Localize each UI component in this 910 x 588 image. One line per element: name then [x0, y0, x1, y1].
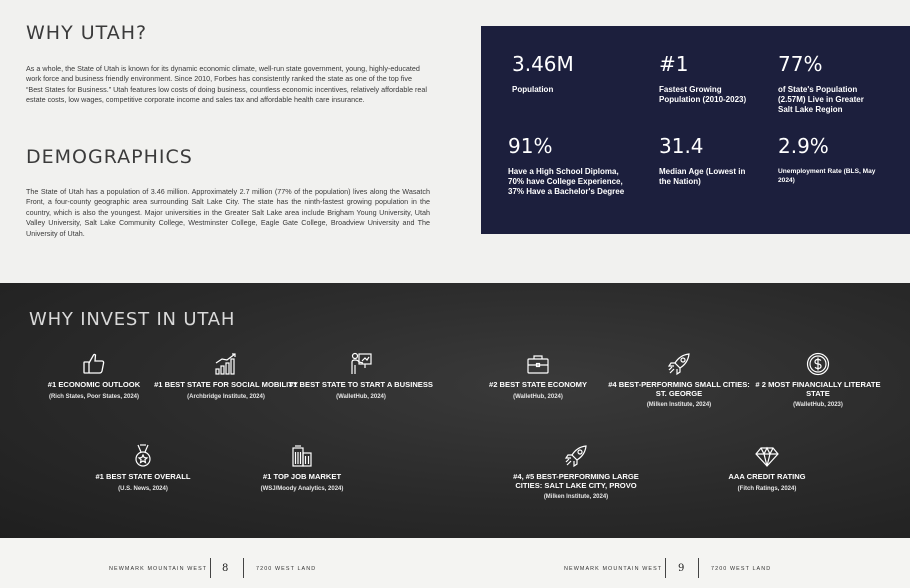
award-start-business: [286, 351, 436, 401]
stat-population: [512, 52, 622, 95]
award-title: #1 BEST STATE TO START A BUSINESS: [288, 380, 434, 389]
stat-region: [778, 52, 874, 115]
building-icon: [289, 443, 315, 469]
dollar-coin-icon: [805, 351, 831, 377]
award-title: #1 TOP JOB MARKET: [262, 472, 342, 481]
award-state-economy: [463, 351, 613, 401]
award-source: (Rich States, Poor States, 2024): [48, 393, 140, 400]
stat-value: 3.46M: [512, 52, 574, 76]
stat-label: Population: [512, 85, 554, 94]
award-social-mobility: [151, 351, 301, 401]
footer-page-number-right: 9: [678, 563, 685, 574]
why-invest-section: [0, 283, 910, 538]
stat-label: of State's Population (2.57M) Live in Greater Salt Lake Region: [778, 85, 864, 114]
stat-value: 2.9%: [778, 134, 829, 158]
footer-divider: [665, 558, 666, 578]
award-title: #1 BEST STATE OVERALL: [95, 472, 191, 481]
footer-project-left: 7200 WEST LAND: [256, 566, 317, 572]
award-economic-outlook: [19, 351, 169, 401]
award-source: (WalletHub, 2023): [793, 402, 843, 409]
diamond-icon: [754, 443, 780, 469]
rocket-icon: [666, 351, 692, 377]
footer-brand-left: NEWMARK MOUNTAIN WEST: [109, 566, 208, 572]
award-credit-rating: [692, 443, 842, 493]
stat-label: Unemployment Rate (BLS, May 2024): [778, 168, 876, 184]
stat-value: 31.4: [659, 134, 704, 158]
stat-label: Fastest Growing Population (2010-2023): [659, 85, 747, 104]
rocket-icon: [563, 443, 589, 469]
award-title: #4, #5 BEST-PERFORMING LARGE CITIES: SALT LAKE CITY, PROVO: [513, 472, 639, 490]
demographics-heading: DEMOGRAPHICS: [26, 146, 193, 168]
footer-divider: [698, 558, 699, 578]
stat-education: [508, 134, 630, 197]
briefcase-icon: [525, 351, 551, 377]
stat-label: Median Age (Lowest in the Nation): [659, 167, 746, 186]
award-top-job-market: [227, 443, 377, 493]
stat-median-age: [659, 134, 747, 187]
award-title: #1 BEST STATE FOR SOCIAL MOBILITY: [154, 380, 298, 389]
award-title: AAA CREDIT RATING: [728, 472, 806, 481]
award-financially-literate: [743, 351, 893, 409]
footer-divider: [243, 558, 244, 578]
footer-project-right: 7200 WEST LAND: [711, 566, 772, 572]
award-source: (WSJ/Moody Analytics, 2024): [260, 485, 344, 492]
award-source: (U.S. News, 2024): [118, 485, 168, 492]
thumbs-up-icon: [81, 351, 107, 377]
award-source: (Archbridge Institute, 2024): [187, 393, 265, 400]
award-best-state-overall: [68, 443, 218, 493]
award-source: (Milken Institute, 2024): [646, 402, 712, 409]
footer-brand-right: NEWMARK MOUNTAIN WEST: [564, 566, 663, 572]
stat-unemployment: [778, 134, 878, 185]
stat-value: 91%: [508, 134, 553, 158]
award-title: # 2 MOST FINANCIALLY LITERATE STATE: [755, 380, 881, 398]
award-source: (Milken Institute, 2024): [543, 494, 609, 501]
award-source: (WalletHub, 2024): [513, 393, 563, 400]
stat-value: #1: [659, 52, 689, 76]
award-large-cities: [501, 443, 651, 501]
why-utah-paragraph: As a whole, the State of Utah is known for its dynamic economic climate, well-run state government, young, highly-educated work force and business friendly environment. Since 2010, Forbes has consistently ranked the state as one of the top five “Best States for Business.” Utah features low costs of doing business, countless economic incentives, relatively affordable real estate costs, low wages, competitive corporate income and sales tax and affordable health care insurance.: [26, 64, 427, 105]
why-utah-heading: WHY UTAH?: [26, 22, 148, 44]
stat-value: 77%: [778, 52, 823, 76]
stat-growth: [659, 52, 749, 105]
demographics-paragraph: The State of Utah has a population of 3.46 million. Approximately 2.7 million (77% of the population) lives along the Wasatch Front, a four-county geographic area surrounding Salt Lake City. The state has the ninth-fastest growing population in the country, which is also the youngest. Major universities in the Greater Salt Lake area include Brigham Young University, Utah Valley University, Salt Lake Community College, Westminster College, Eagle Gate College, Broadview University and The University of Utah.: [26, 187, 430, 238]
stats-panel: [481, 26, 910, 234]
page-footer: [0, 538, 910, 588]
bar-chart-icon: [213, 351, 239, 377]
presenter-icon: [348, 351, 374, 377]
footer-page-number-left: 8: [222, 563, 229, 574]
why-invest-heading: WHY INVEST IN UTAH: [29, 309, 236, 330]
award-small-cities: [604, 351, 754, 409]
award-title: #2 BEST STATE ECONOMY: [488, 380, 588, 389]
medal-icon: [130, 443, 156, 469]
stat-label: Have a High School Diploma, 70% have College Experience, 37% Have a Bachelor's Degree: [508, 167, 625, 196]
award-title: #4 BEST-PERFORMING SMALL CITIES: ST. GEORGE: [608, 380, 750, 398]
footer-divider: [210, 558, 211, 578]
award-source: (Fitch Ratings, 2024): [737, 485, 797, 492]
award-source: (WalletHub, 2024): [336, 393, 386, 400]
award-title: #1 ECONOMIC OUTLOOK: [47, 380, 141, 389]
